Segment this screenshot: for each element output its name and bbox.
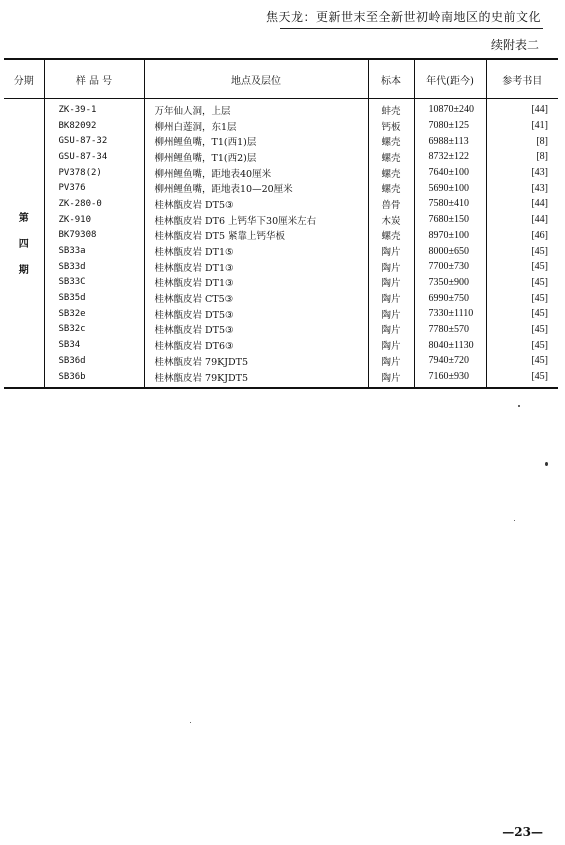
scan-speck (514, 520, 515, 521)
table-row (4, 228, 558, 244)
sample-id-cell: GSU-87-34 (44, 149, 144, 165)
reference-cell: [45] (486, 290, 558, 306)
age-cell: 7160±930 (414, 369, 486, 389)
age-cell: 6988±113 (414, 133, 486, 149)
sample-id-cell: SB36d (44, 353, 144, 369)
location-cell: 桂林甑皮岩 DT1⑤ (144, 243, 368, 259)
table-row (4, 165, 558, 181)
sample-id-cell: SB32e (44, 306, 144, 322)
table-row (4, 275, 558, 291)
specimen-cell: 陶片 (368, 353, 414, 369)
location-cell: 桂林甑皮岩 DT6 上钙华下30厘米左右 (144, 212, 368, 228)
age-cell: 8732±122 (414, 149, 486, 165)
table-row (4, 243, 558, 259)
location-cell: 桂林甑皮岩 DT6③ (144, 337, 368, 353)
location-cell: 桂林甑皮岩 DT5 紧靠上钙华板 (144, 228, 368, 244)
age-cell: 8970±100 (414, 228, 486, 244)
running-head: 焦天龙：更新世末至全新世初岭南地区的史前文化 (265, 10, 541, 24)
age-cell: 7080±125 (414, 118, 486, 134)
location-cell: 桂林甑皮岩 DT5③ (144, 322, 368, 338)
specimen-cell: 螺壳 (368, 133, 414, 149)
specimen-cell: 螺壳 (368, 165, 414, 181)
location-cell: 柳州鲤鱼嘴，T1(西2)层 (144, 149, 368, 165)
sample-id-cell: ZK-280-0 (44, 196, 144, 212)
age-cell: 7350±900 (414, 275, 486, 291)
reference-cell: [45] (486, 259, 558, 275)
age-cell: 7940±720 (414, 353, 486, 369)
header-age: 年代(距今) (414, 59, 486, 99)
period-cell (4, 99, 44, 389)
location-cell: 桂林甑皮岩 DT5③ (144, 196, 368, 212)
table-row (4, 290, 558, 306)
age-cell: 7330±1110 (414, 306, 486, 322)
sample-id-cell: SB33C (44, 275, 144, 291)
reference-cell: [45] (486, 306, 558, 322)
location-cell: 桂林甑皮岩 CT5③ (144, 290, 368, 306)
location-cell: 桂林甑皮岩 79KJDT5 (144, 353, 368, 369)
specimen-cell: 陶片 (368, 243, 414, 259)
reference-cell: [41] (486, 118, 558, 134)
header-specimen: 标本 (368, 59, 414, 99)
header-sample-id: 样 品 号 (44, 59, 144, 99)
table-row (4, 259, 558, 275)
header-rule (280, 28, 543, 29)
sample-id-cell: ZK-910 (44, 212, 144, 228)
location-cell: 万年仙人洞，上层 (144, 99, 368, 118)
table-row (4, 369, 558, 389)
scan-speck (518, 405, 520, 407)
sample-id-cell: SB33d (44, 259, 144, 275)
age-cell: 6990±750 (414, 290, 486, 306)
sample-id-cell: GSU-87-32 (44, 133, 144, 149)
location-cell: 柳州白莲洞，东1层 (144, 118, 368, 134)
sample-id-cell: ZK-39-1 (44, 99, 144, 118)
specimen-cell: 螺壳 (368, 149, 414, 165)
specimen-cell: 陶片 (368, 306, 414, 322)
specimen-cell: 木炭 (368, 212, 414, 228)
age-cell: 7640±100 (414, 165, 486, 181)
specimen-cell: 陶片 (368, 275, 414, 291)
reference-cell: [46] (486, 228, 558, 244)
age-cell: 7580±410 (414, 196, 486, 212)
scan-speck (190, 722, 191, 723)
header-reference: 参考书目 (486, 59, 558, 99)
table-row (4, 353, 558, 369)
specimen-cell: 陶片 (368, 322, 414, 338)
table-row (4, 133, 558, 149)
reference-cell: [44] (486, 99, 558, 118)
sample-id-cell: BK82092 (44, 118, 144, 134)
reference-cell: [43] (486, 165, 558, 181)
table-row (4, 99, 558, 118)
period-char: 第 (18, 212, 29, 224)
specimen-cell: 螺壳 (368, 228, 414, 244)
page-number: —23— (502, 825, 543, 839)
location-cell: 桂林甑皮岩 DT1③ (144, 259, 368, 275)
dating-table (4, 58, 558, 389)
specimen-cell: 陶片 (368, 259, 414, 275)
location-cell: 桂林甑皮岩 DT1③ (144, 275, 368, 291)
sample-id-cell: SB32c (44, 322, 144, 338)
sample-id-cell: BK79308 (44, 228, 144, 244)
reference-cell: [44] (486, 212, 558, 228)
location-cell: 柳州鲤鱼嘴，距地表40厘米 (144, 165, 368, 181)
table-row (4, 196, 558, 212)
header-period: 分期 (4, 59, 44, 99)
age-cell: 10870±240 (414, 99, 486, 118)
period-char: 四 (18, 238, 29, 250)
reference-cell: [45] (486, 322, 558, 338)
table-row (4, 337, 558, 353)
specimen-cell: 陶片 (368, 369, 414, 389)
location-cell: 柳州鲤鱼嘴，T1(西1)层 (144, 133, 368, 149)
specimen-cell: 陶片 (368, 290, 414, 306)
specimen-cell: 钙板 (368, 118, 414, 134)
specimen-cell: 兽骨 (368, 196, 414, 212)
sample-id-cell: PV378(2) (44, 165, 144, 181)
location-cell: 桂林甑皮岩 79KJDT5 (144, 369, 368, 389)
table-caption: 续附表二 (490, 38, 539, 52)
period-char: 期 (18, 264, 29, 276)
age-cell: 8040±1130 (414, 337, 486, 353)
table-body (4, 99, 558, 389)
sample-id-cell: SB34 (44, 337, 144, 353)
reference-cell: [45] (486, 275, 558, 291)
table-row (4, 118, 558, 134)
reference-cell: [45] (486, 369, 558, 389)
table-row (4, 212, 558, 228)
sample-id-cell: PV376 (44, 180, 144, 196)
reference-cell: [8] (486, 149, 558, 165)
age-cell: 7680±150 (414, 212, 486, 228)
table-row (4, 180, 558, 196)
sample-id-cell: SB35d (44, 290, 144, 306)
table-row (4, 306, 558, 322)
reference-cell: [44] (486, 196, 558, 212)
reference-cell: [43] (486, 180, 558, 196)
age-cell: 8000±650 (414, 243, 486, 259)
sample-id-cell: SB36b (44, 369, 144, 389)
header-location-layer: 地点及层位 (144, 59, 368, 99)
table-row (4, 149, 558, 165)
reference-cell: [45] (486, 337, 558, 353)
age-cell: 7780±570 (414, 322, 486, 338)
age-cell: 5690±100 (414, 180, 486, 196)
table-row (4, 322, 558, 338)
table-header-row (4, 59, 558, 99)
scan-speck (545, 462, 548, 466)
reference-cell: [8] (486, 133, 558, 149)
location-cell: 柳州鲤鱼嘴，距地表10—20厘米 (144, 180, 368, 196)
specimen-cell: 螺壳 (368, 180, 414, 196)
age-cell: 7700±730 (414, 259, 486, 275)
location-cell: 桂林甑皮岩 DT5③ (144, 306, 368, 322)
sample-id-cell: SB33a (44, 243, 144, 259)
specimen-cell: 陶片 (368, 337, 414, 353)
specimen-cell: 蚌壳 (368, 99, 414, 118)
reference-cell: [45] (486, 353, 558, 369)
reference-cell: [45] (486, 243, 558, 259)
